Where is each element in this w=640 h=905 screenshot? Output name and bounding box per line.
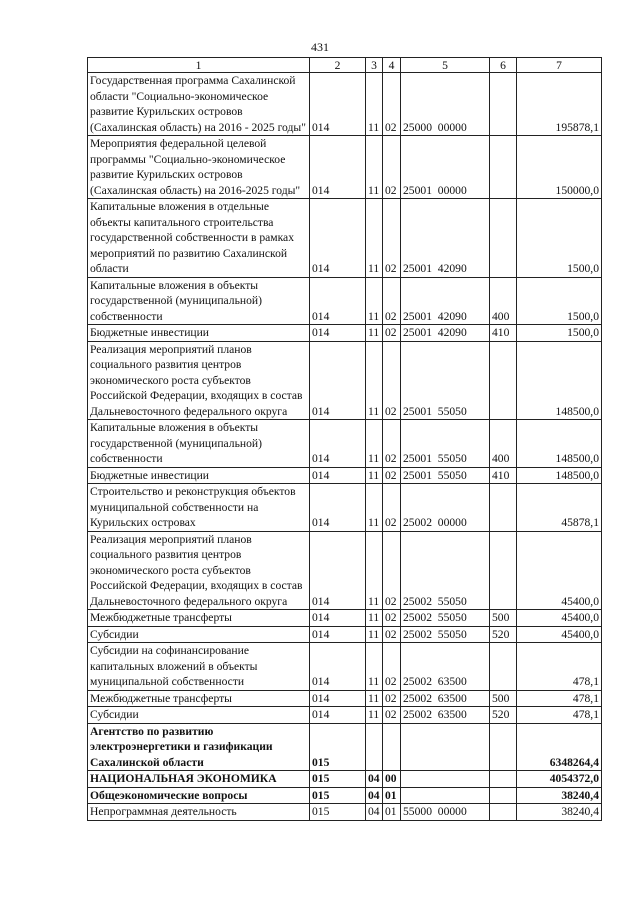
target-article-code xyxy=(401,787,490,804)
expense-type-code: 520 xyxy=(490,626,517,643)
budget-item-name: Бюджетные инвестиции xyxy=(88,325,310,342)
amount: 148500,0 xyxy=(517,420,602,468)
section-code: 11 xyxy=(366,341,383,420)
section-code: 11 xyxy=(366,690,383,707)
expense-type-code xyxy=(490,73,517,136)
table-row xyxy=(88,467,602,484)
subsection-code: 02 xyxy=(383,707,401,724)
section-code: 11 xyxy=(366,136,383,199)
department-code: 014 xyxy=(310,643,366,691)
expense-type-code: 500 xyxy=(490,610,517,627)
column-header: 6 xyxy=(490,58,517,73)
subsection-code: 02 xyxy=(383,420,401,468)
section-code: 11 xyxy=(366,467,383,484)
subsection-code: 02 xyxy=(383,341,401,420)
expense-type-code xyxy=(490,771,517,788)
target-article-code: 25001 55050 xyxy=(401,420,490,468)
target-article-code: 25000 00000 xyxy=(401,73,490,136)
amount: 45400,0 xyxy=(517,626,602,643)
amount: 150000,0 xyxy=(517,136,602,199)
budget-item-name: Капитальные вложения в объекты государственной (муниципальной) собственности xyxy=(88,277,310,325)
section-code: 11 xyxy=(366,707,383,724)
table-row xyxy=(88,723,602,771)
subsection-code: 02 xyxy=(383,626,401,643)
department-code: 015 xyxy=(310,771,366,788)
amount: 6348264,4 xyxy=(517,723,602,771)
target-article-code xyxy=(401,771,490,788)
department-code: 014 xyxy=(310,73,366,136)
expense-type-code xyxy=(490,199,517,278)
amount: 478,1 xyxy=(517,643,602,691)
budget-item-name: Межбюджетные трансферты xyxy=(88,610,310,627)
expense-type-code xyxy=(490,484,517,532)
budget-item-name: Мероприятия федеральной целевой программы "Социально-экономическое развитие Курильских островов (Сахалинская область) на 2016-2025 годы" xyxy=(88,136,310,199)
target-article-code xyxy=(401,723,490,771)
department-code: 015 xyxy=(310,787,366,804)
budget-item-name: Агентство по развитию электроэнергетики и газификации Сахалинской области xyxy=(88,723,310,771)
department-code: 015 xyxy=(310,723,366,771)
table-row xyxy=(88,610,602,627)
table-row xyxy=(88,771,602,788)
amount: 45400,0 xyxy=(517,610,602,627)
target-article-code: 55000 00000 xyxy=(401,804,490,821)
budget-item-name: Субсидии xyxy=(88,707,310,724)
subsection-code: 02 xyxy=(383,467,401,484)
table-row xyxy=(88,484,602,532)
budget-item-name: Реализация мероприятий планов социального развития центров экономического роста субъектов Российской Федерации, входящих в состав Дальневосточного федерального округа xyxy=(88,531,310,610)
section-code: 11 xyxy=(366,531,383,610)
section-code: 11 xyxy=(366,610,383,627)
column-header: 1 xyxy=(88,58,310,73)
subsection-code: 02 xyxy=(383,73,401,136)
target-article-code: 25001 00000 xyxy=(401,136,490,199)
amount: 1500,0 xyxy=(517,277,602,325)
expense-type-code xyxy=(490,341,517,420)
expense-type-code: 400 xyxy=(490,420,517,468)
expense-type-code: 400 xyxy=(490,277,517,325)
budget-item-name: Непрограммная деятельность xyxy=(88,804,310,821)
department-code: 014 xyxy=(310,626,366,643)
budget-item-name: Общеэкономические вопросы xyxy=(88,787,310,804)
department-code: 014 xyxy=(310,707,366,724)
department-code: 014 xyxy=(310,690,366,707)
department-code: 014 xyxy=(310,277,366,325)
table-row xyxy=(88,626,602,643)
expense-type-code: 410 xyxy=(490,467,517,484)
section-code: 11 xyxy=(366,277,383,325)
target-article-code: 25001 42090 xyxy=(401,325,490,342)
budget-item-name: Капитальные вложения в объекты государственной (муниципальной) собственности xyxy=(88,420,310,468)
subsection-code: 00 xyxy=(383,771,401,788)
budget-item-name: Государственная программа Сахалинской области "Социально-экономическое развитие Курильских островов (Сахалинская область) на 2016 - 2025 годы" xyxy=(88,73,310,136)
expense-type-code xyxy=(490,787,517,804)
target-article-code: 25001 42090 xyxy=(401,277,490,325)
department-code: 014 xyxy=(310,484,366,532)
column-header: 4 xyxy=(383,58,401,73)
budget-item-name: Строительство и реконструкция объектов муниципальной собственности на Курильских островах xyxy=(88,484,310,532)
amount: 148500,0 xyxy=(517,467,602,484)
table-row xyxy=(88,73,602,136)
amount: 478,1 xyxy=(517,690,602,707)
target-article-code: 25001 55050 xyxy=(401,341,490,420)
page-number: 431 xyxy=(311,40,329,54)
section-code xyxy=(366,723,383,771)
table-row xyxy=(88,341,602,420)
expense-type-code xyxy=(490,531,517,610)
amount: 1500,0 xyxy=(517,199,602,278)
subsection-code: 02 xyxy=(383,277,401,325)
table-row xyxy=(88,787,602,804)
table-row xyxy=(88,531,602,610)
department-code: 014 xyxy=(310,467,366,484)
target-article-code: 25002 55050 xyxy=(401,531,490,610)
target-article-code: 25002 63500 xyxy=(401,643,490,691)
subsection-code: 02 xyxy=(383,610,401,627)
department-code: 014 xyxy=(310,199,366,278)
section-code: 11 xyxy=(366,199,383,278)
target-article-code: 25002 63500 xyxy=(401,690,490,707)
subsection-code xyxy=(383,723,401,771)
expense-type-code: 410 xyxy=(490,325,517,342)
table-row xyxy=(88,277,602,325)
table-row xyxy=(88,325,602,342)
amount: 45400,0 xyxy=(517,531,602,610)
subsection-code: 02 xyxy=(383,531,401,610)
budget-item-name: НАЦИОНАЛЬНАЯ ЭКОНОМИКА xyxy=(88,771,310,788)
expense-type-code: 500 xyxy=(490,690,517,707)
department-code: 014 xyxy=(310,325,366,342)
section-code: 04 xyxy=(366,804,383,821)
department-code: 014 xyxy=(310,341,366,420)
amount: 38240,4 xyxy=(517,787,602,804)
section-code: 11 xyxy=(366,643,383,691)
expense-type-code xyxy=(490,804,517,821)
section-code: 11 xyxy=(366,325,383,342)
table-row xyxy=(88,707,602,724)
table-row xyxy=(88,420,602,468)
table-row xyxy=(88,199,602,278)
budget-item-name: Реализация мероприятий планов социального развития центров экономического роста субъектов Российской Федерации, входящих в состав Дальневосточного федерального округа xyxy=(88,341,310,420)
target-article-code: 25002 55050 xyxy=(401,626,490,643)
amount: 148500,0 xyxy=(517,341,602,420)
subsection-code: 02 xyxy=(383,325,401,342)
section-code: 11 xyxy=(366,626,383,643)
expense-type-code: 520 xyxy=(490,707,517,724)
expense-type-code xyxy=(490,723,517,771)
section-code: 11 xyxy=(366,73,383,136)
subsection-code: 02 xyxy=(383,199,401,278)
budget-item-name: Капитальные вложения в отдельные объекты капитального строительства государственной собственности в рамках мероприятий по развитию Сахалинской области xyxy=(88,199,310,278)
section-code: 04 xyxy=(366,787,383,804)
subsection-code: 02 xyxy=(383,643,401,691)
amount: 195878,1 xyxy=(517,73,602,136)
table-row xyxy=(88,804,602,821)
amount: 478,1 xyxy=(517,707,602,724)
budget-item-name: Субсидии xyxy=(88,626,310,643)
column-header: 2 xyxy=(310,58,366,73)
department-code: 014 xyxy=(310,136,366,199)
section-code: 11 xyxy=(366,420,383,468)
amount: 45878,1 xyxy=(517,484,602,532)
column-header: 7 xyxy=(517,58,602,73)
table-row xyxy=(88,690,602,707)
department-code: 014 xyxy=(310,420,366,468)
department-code: 014 xyxy=(310,531,366,610)
department-code: 014 xyxy=(310,610,366,627)
budget-item-name: Субсидии на софинансирование капитальных вложений в объекты муниципальной собственности xyxy=(88,643,310,691)
subsection-code: 02 xyxy=(383,136,401,199)
target-article-code: 25001 55050 xyxy=(401,467,490,484)
subsection-code: 01 xyxy=(383,787,401,804)
target-article-code: 25002 55050 xyxy=(401,610,490,627)
section-code: 11 xyxy=(366,484,383,532)
amount: 4054372,0 xyxy=(517,771,602,788)
column-header: 3 xyxy=(366,58,383,73)
expense-type-code xyxy=(490,643,517,691)
target-article-code: 25002 63500 xyxy=(401,707,490,724)
expense-type-code xyxy=(490,136,517,199)
section-code: 04 xyxy=(366,771,383,788)
amount: 38240,4 xyxy=(517,804,602,821)
target-article-code: 25002 00000 xyxy=(401,484,490,532)
budget-table xyxy=(87,57,602,821)
table-header-row xyxy=(88,58,602,73)
subsection-code: 02 xyxy=(383,484,401,532)
table-row xyxy=(88,643,602,691)
department-code: 015 xyxy=(310,804,366,821)
column-header: 5 xyxy=(401,58,490,73)
budget-item-name: Бюджетные инвестиции xyxy=(88,467,310,484)
target-article-code: 25001 42090 xyxy=(401,199,490,278)
subsection-code: 02 xyxy=(383,690,401,707)
table-row xyxy=(88,136,602,199)
budget-item-name: Межбюджетные трансферты xyxy=(88,690,310,707)
subsection-code: 01 xyxy=(383,804,401,821)
amount: 1500,0 xyxy=(517,325,602,342)
